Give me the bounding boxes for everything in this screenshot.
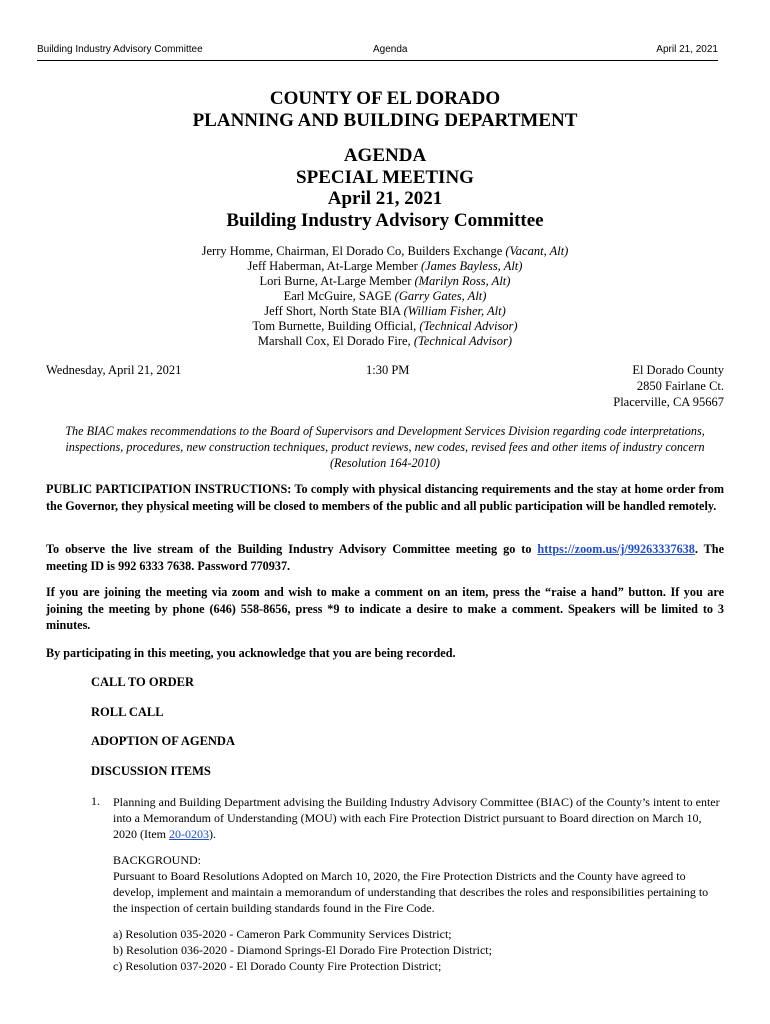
meeting-time: 1:30 PM [366,363,410,377]
zoom-link[interactable]: https://zoom.us/j/99263337638 [537,542,695,556]
running-header-center: Agenda [373,44,408,55]
member-line: Jeff Short, North State BIA (William Fisher, Alt) [264,304,506,318]
recording-notice: By participating in this meeting, you acknowledge that you are being recorded. [46,646,456,660]
member-line: Lori Burne, At-Large Member (Marilyn Ross, Alt) [259,274,511,288]
background-text: Pursuant to Board Resolutions Adopted on March 10, 2020, the Fire Protection Districts and the County have agreed to develop, implement and maintain a memorandum of understanding that describes the roles and responsibilities pertaining to the inspection of certain building standards found in the Fire Code. [113,869,709,915]
member-line: Tom Burnette, Building Official, (Technical Advisor) [252,319,518,333]
meeting-type: SPECIAL MEETING [296,166,474,188]
member-line: Jerry Homme, Chairman, El Dorado Co, Builders Exchange (Vacant, Alt) [201,244,569,258]
list-item: a) Resolution 035-2020 - Cameron Park Community Services District; [113,927,452,941]
livestream-instructions: To observe the live stream of the Building Industry Advisory Committee meeting go to https://zoom.us/j/99263337638. The meeting ID is 992 6333 7638. Password 770937. [46,542,724,573]
list-item: b) Resolution 036-2020 - Diamond Springs-El Dorado Fire Protection District; [113,943,492,957]
meeting-date-title: April 21, 2021 [327,188,443,209]
item-number: 1. [91,794,100,808]
roll-call-heading: ROLL CALL [91,705,164,719]
agenda-heading [0,145,770,231]
adoption-heading: ADOPTION OF AGENDA [91,734,235,748]
member-line: Jeff Haberman, At-Large Member (James Bayless, Alt) [247,259,523,273]
department-title: PLANNING AND BUILDING DEPARTMENT [192,109,578,131]
resolution-list [113,926,724,974]
meeting-location: El Dorado County 2850 Fairlane Ct. Placerville, CA 95667 [613,363,724,409]
meeting-date: Wednesday, April 21, 2021 [46,363,182,377]
running-header-right: April 21, 2021 [656,44,718,55]
item-description: Planning and Building Department advising the Building Industry Advisory Committee (BIAC) of the County’s intent to enter into a Memorandum of Understanding (MOU) with each Fire Protection District pursuant to Board direction on March 10, 2020 (Item 20-0203). [113,795,720,841]
member-line: Earl McGuire, SAGE (Garry Gates, Alt) [283,289,487,303]
committee-purpose: The BIAC makes recommendations to the Board of Supervisors and Development Services Division regarding code interpretations, inspections, procedures, new construction techniques, product reviews, new codes, revised fees and other items of industry concern (Resolution 164-2010) [65,424,705,470]
county-title: COUNTY OF EL DORADO [269,88,501,109]
background-label: BACKGROUND: [113,853,202,867]
comment-instructions: If you are joining the meeting via zoom and wish to make a comment on an item, press the “raise a hand” button. If you are joining the meeting by phone (646) 558-8656, press *9 to indicate a desire to make a comment. Speakers will be limited to 3 minutes. [46,585,724,632]
discussion-heading: DISCUSSION ITEMS [91,764,211,778]
participation-instructions: PUBLIC PARTICIPATION INSTRUCTIONS: To comply with physical distancing requirements and the stay at home order from the Governor, they physical meeting will be closed to members of the public and all public participation will be handled remotely. [46,482,724,513]
header-rule [37,60,718,61]
item-link[interactable]: 20-0203 [169,827,209,841]
list-item: c) Resolution 037-2020 - El Dorado County Fire Protection District; [113,959,442,973]
call-to-order-heading: CALL TO ORDER [91,675,195,689]
agenda-title: AGENDA [343,145,427,166]
running-header-left: Building Industry Advisory Committee [37,44,203,55]
member-line: Marshall Cox, El Dorado Fire, (Technical Advisor) [257,334,513,348]
member-list [0,244,770,349]
committee-title: Building Industry Advisory Committee [226,209,544,231]
title-block [0,88,770,131]
